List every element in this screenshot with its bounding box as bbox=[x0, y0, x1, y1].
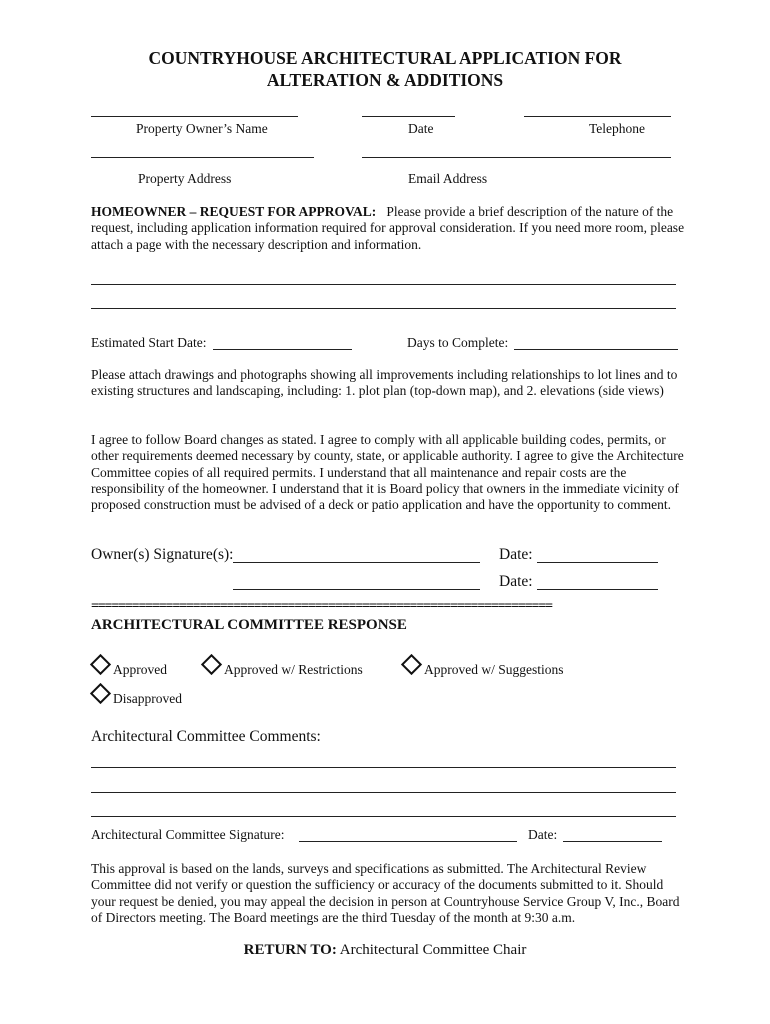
agreement-paragraph: I agree to follow Board changes as stated. I agree to comply with all applicable building codes, permits, or other requirements deemed necessary by county, state, or applicable authority. I agree to give the Architecture Committee copies of all required permits. I understand that all maintenance and repair costs are the responsibility of the homeowner. I understand that it is Board policy that owners in the immediate vicinity of proposed construction must be advised of a deck or patio application and have the opportunity to comment. bbox=[91, 432, 684, 513]
comments-line-2[interactable] bbox=[91, 792, 676, 793]
property-address-label: Property Address bbox=[138, 171, 232, 186]
owner-signature-date-field-2[interactable] bbox=[537, 589, 658, 590]
start-date-label: Estimated Start Date: bbox=[91, 335, 207, 350]
committee-comments-label: Architectural Committee Comments: bbox=[91, 728, 321, 745]
committee-date-label: Date: bbox=[528, 827, 558, 842]
comments-line-1[interactable] bbox=[91, 767, 676, 768]
request-text: Please provide a brief description of the nature of the request, including application information required for approval consideration. If you need more room, please attach a page with the necessary description and information. bbox=[91, 204, 685, 252]
approved-with-restrictions-checkbox[interactable] bbox=[201, 654, 222, 675]
telephone-field[interactable] bbox=[524, 116, 671, 117]
approval-note: This approval is based on the lands, surveys and specifications as submitted. The Architectural Review Committee did not verify or question the sufficiency or accuracy of the documents submitted to it. Should your request be denied, you may appeal the decision in person at Countryhouse Service Group V, Inc., Board of Directors meeting. The Board meetings are the third Tuesday of the month at 9:30 a.m. bbox=[91, 861, 680, 925]
owner-name-field[interactable] bbox=[91, 116, 298, 117]
owner-signature-field-1[interactable] bbox=[233, 562, 480, 563]
section-separator: ==================================================================== bbox=[91, 599, 552, 613]
date-label: Date bbox=[408, 121, 434, 136]
owner-name-label: Property Owner’s Name bbox=[136, 121, 268, 136]
description-line-2[interactable] bbox=[91, 308, 676, 309]
description-line-1[interactable] bbox=[91, 284, 676, 285]
comments-line-3[interactable] bbox=[91, 816, 676, 817]
form-title-line-2: ALTERATION & ADDITIONS bbox=[266, 70, 504, 90]
approved-with-suggestions-checkbox[interactable] bbox=[401, 654, 422, 675]
days-to-complete-label: Days to Complete: bbox=[407, 335, 509, 350]
request-heading: HOMEOWNER – REQUEST FOR APPROVAL: bbox=[91, 204, 377, 219]
owner-signature-label: Owner(s) Signature(s): bbox=[91, 546, 234, 563]
committee-signature-field[interactable] bbox=[299, 841, 517, 842]
disapproved-checkbox[interactable] bbox=[90, 683, 111, 704]
owner-signature-date-field-1[interactable] bbox=[537, 562, 658, 563]
return-to-value: Architectural Committee Chair bbox=[339, 942, 527, 958]
telephone-label: Telephone bbox=[589, 121, 646, 136]
approved-label: Approved bbox=[113, 662, 167, 677]
drawings-instructions: Please attach drawings and photographs showing all improvements including relationships to lot lines and to existing structures and landscaping, including: 1. plot plan (top-down map), and 2. elevations (side views) bbox=[91, 367, 678, 399]
return-to-line bbox=[0, 942, 770, 959]
disapproved-label: Disapproved bbox=[113, 691, 182, 706]
email-address-label: Email Address bbox=[408, 171, 488, 186]
date-field[interactable] bbox=[362, 116, 455, 117]
owner-signature-date-label-1: Date: bbox=[499, 546, 533, 563]
committee-signature-label: Architectural Committee Signature: bbox=[91, 827, 285, 842]
committee-date-field[interactable] bbox=[563, 841, 662, 842]
request-paragraph bbox=[91, 204, 685, 253]
owner-signature-date-label-2: Date: bbox=[499, 573, 533, 590]
start-date-field[interactable] bbox=[213, 349, 352, 350]
approved-checkbox[interactable] bbox=[90, 654, 111, 675]
property-address-field[interactable] bbox=[91, 157, 314, 158]
approved-with-restrictions-label: Approved w/ Restrictions bbox=[224, 662, 363, 677]
days-to-complete-field[interactable] bbox=[514, 349, 678, 350]
return-to-label: RETURN TO: bbox=[243, 942, 337, 958]
owner-signature-field-2[interactable] bbox=[233, 589, 480, 590]
form-title-line-1: COUNTRYHOUSE ARCHITECTURAL APPLICATION FOR bbox=[148, 48, 622, 68]
email-address-field[interactable] bbox=[362, 157, 671, 158]
committee-response-heading: ARCHITECTURAL COMMITTEE RESPONSE bbox=[91, 617, 407, 633]
approved-with-suggestions-label: Approved w/ Suggestions bbox=[424, 662, 564, 677]
